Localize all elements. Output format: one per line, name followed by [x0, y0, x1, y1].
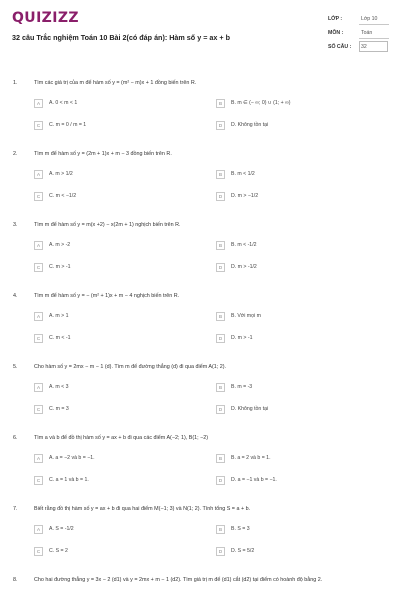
- option-c[interactable]: [34, 119, 86, 131]
- option-text: C. m < -1: [49, 335, 71, 341]
- option-key-box: C: [34, 263, 43, 272]
- option-key-box: C: [34, 547, 43, 556]
- option-text: B. m < -1/2: [231, 242, 257, 248]
- option-c[interactable]: [34, 474, 89, 486]
- option-b[interactable]: [216, 239, 257, 251]
- option-key-box: B: [216, 525, 225, 534]
- question-item: [0, 421, 400, 492]
- option-d[interactable]: [216, 261, 257, 273]
- option-key-box: B: [216, 241, 225, 250]
- question-list: [0, 66, 400, 600]
- option-key-box: D: [216, 476, 225, 485]
- question-item: [0, 137, 400, 208]
- option-text: C. m < −1/2: [49, 193, 77, 199]
- meta-info: [328, 14, 388, 56]
- option-a[interactable]: [34, 97, 77, 109]
- option-key-box: A: [34, 312, 43, 321]
- option-text: B. m < 1/2: [231, 171, 255, 177]
- option-key-box: D: [216, 121, 225, 130]
- option-key-box: A: [34, 241, 43, 250]
- question-item: [0, 350, 400, 421]
- question-number: 8.: [13, 577, 18, 583]
- option-key-box: A: [34, 454, 43, 463]
- option-text: C. m = 0 / m = 1: [49, 122, 87, 128]
- option-a[interactable]: [34, 239, 70, 251]
- meta-value: 32: [361, 44, 367, 50]
- option-key-box: C: [34, 121, 43, 130]
- question-item: [0, 563, 400, 600]
- option-key-box: A: [34, 99, 43, 108]
- option-b[interactable]: [216, 168, 255, 180]
- option-text: D. m > -1/2: [231, 264, 257, 270]
- question-text: Tìm m để hàm số y = − (m² + 1)x + m − 4 nghịch biến trên R.: [34, 293, 180, 299]
- option-text: A. 0 < m < 1: [49, 100, 78, 106]
- option-d[interactable]: [216, 190, 258, 202]
- option-c[interactable]: [34, 190, 76, 202]
- question-number: 7.: [13, 506, 18, 512]
- question-number: 3.: [13, 222, 18, 228]
- option-key-box: C: [34, 405, 43, 414]
- option-key-box: A: [34, 170, 43, 179]
- option-b[interactable]: [216, 523, 250, 535]
- option-d[interactable]: [216, 545, 254, 557]
- option-key-box: B: [216, 312, 225, 321]
- question-number: 5.: [13, 364, 18, 370]
- option-c[interactable]: [34, 403, 69, 415]
- option-text: B. a = 2 và b = 1.: [231, 455, 271, 461]
- option-text: B. S = 3: [231, 526, 250, 532]
- option-key-box: A: [34, 525, 43, 534]
- option-key-box: D: [216, 192, 225, 201]
- option-key-box: B: [216, 383, 225, 392]
- option-a[interactable]: [34, 381, 68, 393]
- question-number: 2.: [13, 151, 18, 157]
- option-c[interactable]: [34, 332, 70, 344]
- option-key-box: A: [34, 383, 43, 392]
- document-header: [0, 0, 400, 66]
- option-a[interactable]: [34, 523, 74, 535]
- question-item: [0, 492, 400, 563]
- option-key-box: D: [216, 263, 225, 272]
- option-text: A. a = −2 và b = −1.: [49, 455, 95, 461]
- option-key-box: C: [34, 476, 43, 485]
- meta-row-class: [328, 14, 388, 28]
- meta-underline: [359, 38, 389, 39]
- question-item: [0, 208, 400, 279]
- option-text: D. Không tồn tại: [231, 122, 269, 128]
- option-key-box: D: [216, 405, 225, 414]
- option-text: B. Với mọi m: [231, 313, 261, 319]
- option-text: B. m ∈ (− ∞; 0) ∪ (1; + ∞): [231, 100, 291, 106]
- option-text: A. m < 3: [49, 384, 69, 390]
- question-text: Cho hai đường thẳng y = 3x − 2 (d1) và y = 2mx + m − 1 (d2). Tìm giá trị m để (d1) cắt (d2) tại điểm có hoành độ bằng 2.: [34, 577, 323, 583]
- option-text: D. S = 5/2: [231, 548, 255, 554]
- meta-value: Toán: [361, 30, 373, 36]
- question-text: Tìm m để hàm số y = m(x +2) − x(2m + 1) nghịch biến trên R.: [34, 222, 181, 228]
- option-text: B. m = -3: [231, 384, 253, 390]
- option-d[interactable]: [216, 403, 268, 415]
- option-a[interactable]: [34, 310, 68, 322]
- option-d[interactable]: [216, 119, 268, 131]
- option-text: A. S = -1/2: [49, 526, 74, 532]
- option-b[interactable]: [216, 381, 252, 393]
- option-key-box: B: [216, 99, 225, 108]
- question-item: [0, 66, 400, 137]
- option-text: C. m > -1: [49, 264, 71, 270]
- option-key-box: D: [216, 334, 225, 343]
- option-c[interactable]: [34, 261, 70, 273]
- meta-label: LỚP :: [328, 16, 343, 22]
- question-number: 1.: [13, 80, 18, 86]
- option-text: D. a = −1 và b = −1.: [231, 477, 277, 483]
- option-text: A. m > -2: [49, 242, 71, 248]
- option-key-box: B: [216, 454, 225, 463]
- option-text: A. m > 1/2: [49, 171, 73, 177]
- option-d[interactable]: [216, 474, 277, 486]
- option-b[interactable]: [216, 97, 291, 109]
- option-c[interactable]: [34, 545, 68, 557]
- question-text: Tìm a và b để đồ thị hàm số y = ax + b đi qua các điểm A(−2; 1), B(1; −2): [34, 435, 209, 441]
- option-text: C. S = 2: [49, 548, 68, 554]
- option-key-box: C: [34, 334, 43, 343]
- meta-label: MÔN :: [328, 30, 344, 36]
- option-text: D. m > -1: [231, 335, 253, 341]
- question-text: Tìm m để hàm số y = (2m + 1)x + m − 3 đồng biến trên R.: [34, 151, 172, 157]
- option-text: C. m = 3: [49, 406, 69, 412]
- meta-label: SỐ CÂU :: [328, 44, 352, 50]
- option-key-box: B: [216, 170, 225, 179]
- option-d[interactable]: [216, 332, 252, 344]
- option-text: D. Không tồn tại: [231, 406, 269, 412]
- question-text: Biết rằng đồ thị hàm số y = ax + b đi qua hai điểm M(−1; 3) và N(1; 2). Tính tổng S = a + b.: [34, 506, 251, 512]
- option-text: C. a = 1 và b = 1.: [49, 477, 89, 483]
- question-number: 6.: [13, 435, 18, 441]
- option-b[interactable]: [216, 452, 271, 464]
- meta-underline: [359, 24, 389, 25]
- question-item: [0, 279, 400, 350]
- option-text: D. m > −1/2: [231, 193, 259, 199]
- option-key-box: D: [216, 547, 225, 556]
- meta-value: Lớp 10: [361, 16, 378, 22]
- option-key-box: C: [34, 192, 43, 201]
- option-b[interactable]: [216, 310, 261, 322]
- question-text: Tìm các giá trị của m để hàm số y = (m² − m)x + 1 đồng biến trên R.: [34, 80, 197, 86]
- question-number: 4.: [13, 293, 18, 299]
- meta-row-count: [328, 42, 388, 56]
- option-a[interactable]: [34, 452, 95, 464]
- quizizz-logo: QUIZIZZ: [12, 10, 79, 26]
- meta-row-subject: [328, 28, 388, 42]
- option-text: A. m > 1: [49, 313, 69, 319]
- option-a[interactable]: [34, 168, 73, 180]
- question-text: Cho hàm số y = 2mx − m − 1 (d). Tìm m để đường thẳng (d) đi qua điểm A(1; 2).: [34, 364, 227, 370]
- document-title: 32 câu Trắc nghiệm Toán 10 Bài 2(có đáp án): Hàm số y = ax + b: [12, 33, 230, 42]
